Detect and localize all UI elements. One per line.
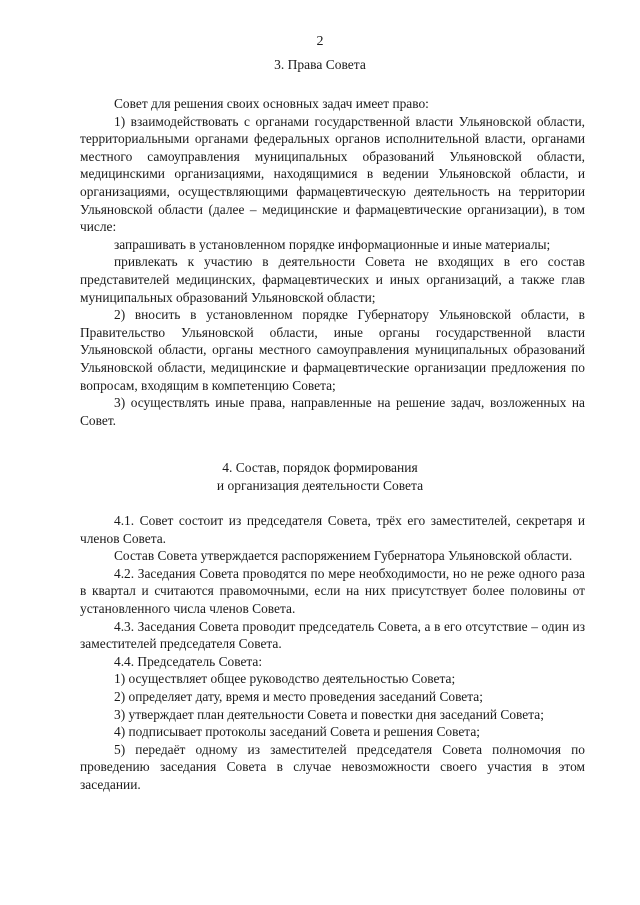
paragraph: 5) передаёт одному из заместителей председателя Совета полномочия по проведению заседания Совета в случае невозможности своего участия в этом заседании. — [80, 741, 585, 792]
paragraph: Состав Совета утверждается распоряжением Губернатора Ульяновской области. — [114, 548, 573, 564]
paragraph: 4.2. Заседания Совета проводятся по мере необходимости, но не реже одного раза в квартал и считаются правомочными, если на них присутствует более половины от установленного числа членов Совета. — [80, 565, 585, 616]
section-3-heading: 3. Права Совета — [274, 57, 366, 72]
section-4-heading-line: и организация деятельности Совета — [216, 478, 424, 493]
section-4-heading-line: 4. Состав, порядок формирования — [222, 460, 418, 475]
paragraph: 1) взаимодействовать с органами государственной власти Ульяновской области, территориальными органами федеральных органов исполнительной власти, органами местного самоуправления муниципальных образований Ульяновской области, медицинскими организациями, находящимися в ведении Ульяновской области, и организациями, осуществляющими фармацевтическую деятельность на территории Ульяновской области (далее – медицинские и фармацевтические организации), в том числе: — [80, 113, 585, 235]
section-4-body — [80, 512, 585, 794]
paragraph: 2) определяет дату, время и место проведения заседаний Совета; — [114, 688, 483, 704]
paragraph: 3) утверждает план деятельности Совета и повестки дня заседаний Совета; — [114, 706, 544, 722]
section-3-body — [80, 95, 585, 429]
paragraph: 4.3. Заседания Совета проводит председатель Совета, а в его отсутствие – один из заместителей председателя Совета. — [80, 618, 585, 652]
paragraph: 2) вносить в установленном порядке Губернатору Ульяновской области, в Правительство Ульяновской области, иные органы государственной власти Ульяновской области, органы местного самоуправления муниципальных образований Ульяновской области, медицинские и фармацевтические организации предложения по вопросам, входящим в компетенцию Совета; — [80, 307, 585, 393]
section-4-heading — [0, 459, 640, 495]
paragraph: привлекать к участию в деятельности Совета не входящих в его состав представителей медицинских, фармацевтических и иных организаций, а также глав муниципальных образований Ульяновской области; — [80, 254, 585, 305]
paragraph: 3) осуществлять иные права, направленные на решение задач, возложенных на Совет. — [80, 395, 585, 428]
paragraph: 4) подписывает протоколы заседаний Совета и решения Совета; — [114, 724, 480, 740]
page-number: 2 — [316, 34, 324, 49]
paragraph: Совет для решения своих основных задач имеет право: — [114, 96, 429, 111]
paragraph: 4.4. Председатель Совета: — [114, 653, 263, 669]
paragraph: запрашивать в установленном порядке информационные и иные материалы; — [114, 236, 551, 252]
paragraph: 1) осуществляет общее руководство деятельностью Совета; — [114, 671, 456, 687]
paragraph: 4.1. Совет состоит из председателя Совета, трёх его заместителей, секретаря и членов Совета. — [80, 513, 585, 546]
